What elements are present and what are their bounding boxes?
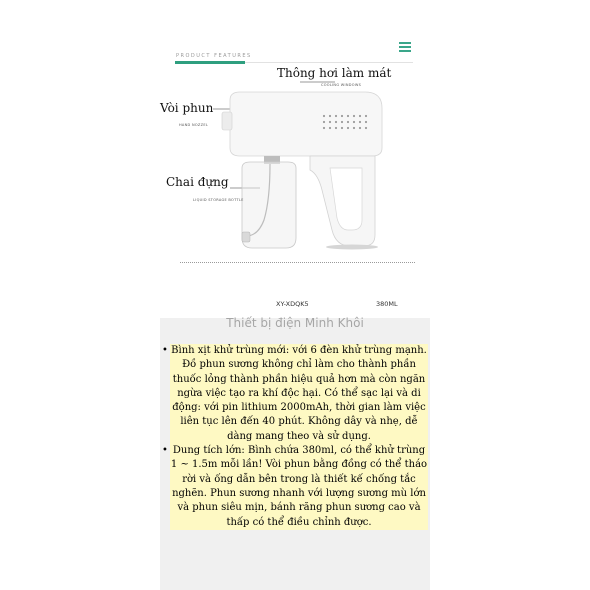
bullet-icon: • xyxy=(162,445,168,457)
cooling-callout-sub: COOLING WINDOWS xyxy=(321,83,362,87)
shop-watermark: Thiết bị điện Minh Khôi xyxy=(226,316,364,330)
product-divider xyxy=(180,262,415,263)
hamburger-menu-icon[interactable] xyxy=(399,42,411,51)
bullet-icon: • xyxy=(162,345,168,356)
capacity-label: 380ML xyxy=(376,300,398,308)
description-text: Dung tích lớn: Bình chứa 380ml, có thể khử trùng 1 ~ 1.5m mỗi lần! Vòi phun bằng đồng có thể tháo rời và ống dẫn bên trong là thiết kế chống tắc nghẽn. Phun sương nhanh với lượng sương mù lớn và phun siêu mịn, bánh răng phun sương cao và thấp có thể điều chỉnh được. xyxy=(170,444,428,530)
bottle-callout-label: Chai đựng xyxy=(166,175,229,189)
nozzle-callout-label: Vòi phun xyxy=(160,101,214,115)
description-item xyxy=(160,444,430,530)
description-item xyxy=(160,344,430,444)
product-features-label: PRODUCT FEATURES xyxy=(176,53,252,59)
description-list xyxy=(160,344,430,530)
description-text: Bình xịt khử trùng mới: với 6 đèn khử trùng mạnh. Đồ phun sương không chỉ làm cho thành phần thuốc lỏng thành phần hiệu quả hơn mà còn ngăn ngừa việc tạo ra khí độc hại. Có thể sạc lại và di động: với pin lithium 2000mAh, thời gian làm việc liên tục lên đến 40 phút. Không dây và nhẹ, dễ dàng mang theo và sử dụng. xyxy=(170,344,428,444)
bottle-callout-sub: LIQUID STORAGE BOTTLE xyxy=(193,198,244,202)
spray-gun-image xyxy=(160,60,430,280)
cooling-callout-label: Thông hơi làm mát xyxy=(277,66,392,80)
model-code: XY-XDQK5 xyxy=(276,300,309,308)
nozzle-callout-sub: HAND NOZZEL xyxy=(179,123,209,127)
